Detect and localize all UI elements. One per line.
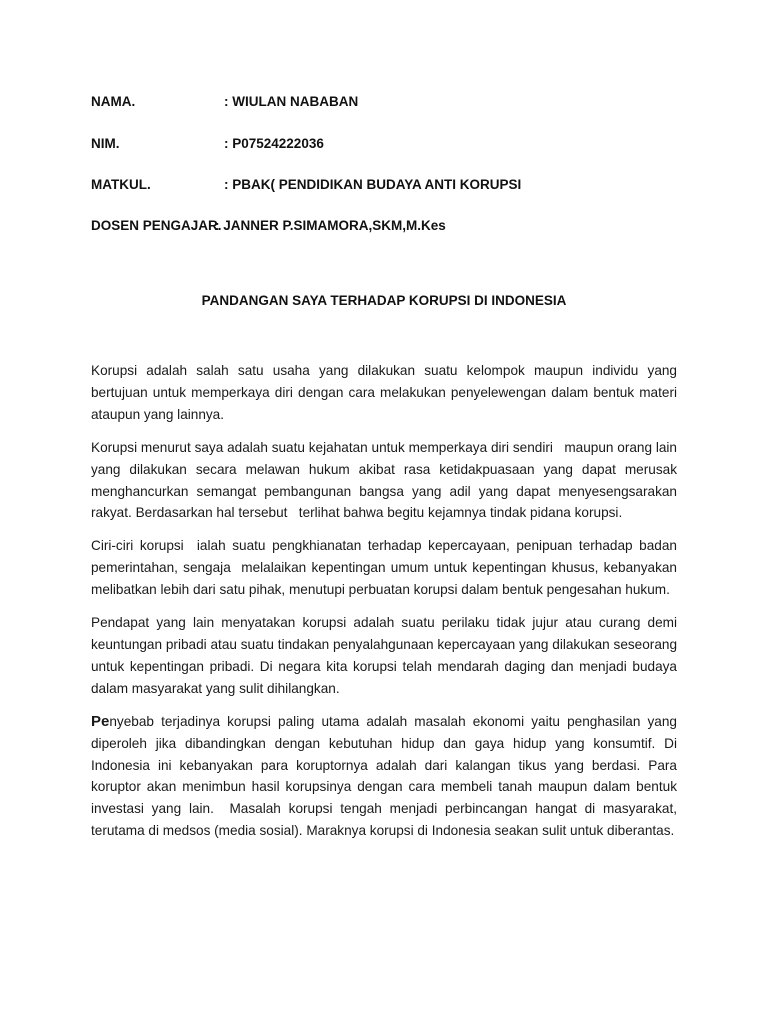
- paragraph-1: Korupsi adalah salah satu usaha yang dilakukan suatu kelompok maupun individu yang bertujuan untuk memperkaya diri dengan cara melakukan penyelewengan dalam bentuk materi ataupun yang lainnya.: [91, 363, 677, 422]
- paragraph-5-lead: Pe: [91, 712, 110, 730]
- paragraph-3: Ciri-ciri korupsi ialah suatu pengkhianatan terhadap kepercayaan, penipuan terhadap badan pemerintahan, sengaja melalaikan kepentingan umum untuk kepentingan khusus, kebanyakan melibatkan lebih dari satu pihak, menutupi perbuatan korupsi dalam bentuk pengesahan hukum.: [91, 538, 681, 598]
- paragraph-5-text: nyebab terjadinya korupsi paling utama adalah masalah ekonomi yaitu penghasilan yang diperoleh jika dibandingkan dengan kebutuhan hidup dan gaya hidup yang konsumtif. Di Indonesia ini kebanyakan para koruptornya adalah dari kalangan tikus yang berdasi. Para koruptor akan menimbun hasil korupsinya dengan cara membeli tanah maupun dalam bentuk investasi yang lain. Masalah korupsi tengah menjadi perbincangan hangat di masyarakat, terutama di medsos (media sosial). Maraknya korupsi di Indonesia seakan sulit untuk diberantas.: [91, 713, 681, 839]
- matkul-value: : PBAK( PENDIDIKAN BUDAYA ANTI KORUPSI: [224, 177, 522, 192]
- dosen-value: : JANNER P.SIMAMORA,SKM,M.Kes: [215, 218, 446, 233]
- dosen-label: DOSEN PENGAJAR.: [91, 218, 222, 233]
- header-dosen: [91, 218, 446, 238]
- paragraph-5: [91, 711, 681, 842]
- header-matkul: [91, 177, 522, 197]
- header-nama: [91, 94, 359, 114]
- document-body: [91, 360, 681, 853]
- document-title: PANDANGAN SAYA TERHADAP KORUPSI DI INDONESIA: [201, 293, 567, 308]
- nim-value: : P07524222036: [224, 136, 324, 151]
- nim-label: NIM.: [91, 136, 120, 151]
- matkul-label: MATKUL.: [91, 177, 151, 192]
- nama-label: NAMA.: [91, 94, 136, 109]
- paragraph-4: Pendapat yang lain menyatakan korupsi adalah suatu perilaku tidak jujur atau curang demi keuntungan pribadi atau suatu tindakan penyalahgunaan kepercayaan yang dilakukan seseorang untuk kepentingan pribadi. Di negara kita korupsi telah mendarah daging dan menjadi budaya dalam masyarakat yang sulit dihilangkan.: [91, 615, 677, 696]
- nama-value: : WIULAN NABABAN: [224, 94, 359, 109]
- paragraph-2: Korupsi menurut saya adalah suatu kejahatan untuk memperkaya diri sendiri maupun orang lain yang dilakukan secara melawan hukum akibat rasa ketidakpuasaan yang dapat merusak menghancurkan semangat pembangunan bangsa yang adil yang dapat menyesengsarakan rakyat. Berdasarkan hal tersebut terlihat bahwa begitu kejamnya tindak pidana korupsi.: [91, 439, 681, 521]
- header-nim: [91, 136, 324, 156]
